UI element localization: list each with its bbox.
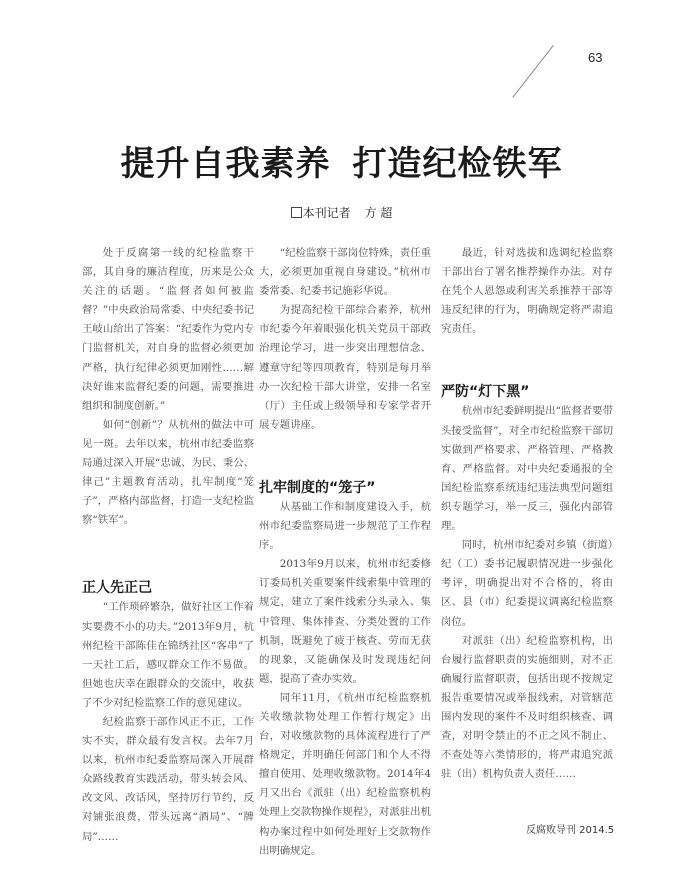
paragraph: 对派驻（出）纪检监察机构，出台履行监督职责的实施细则，对不正确履行监督职责，包括出现不按规定报告重要情况或举报线索，对管辖范围内发现的案件不及时组织核查、调查，对明令禁止的不正之风不制止、不查处等六类情形的，将严肃追究派驻（出）机构负责人责任…… [441, 634, 613, 781]
section-heading: 正人先正己 [82, 580, 152, 597]
byline-role: 本刊记者 [302, 206, 351, 220]
paragraph: 同时，杭州市纪委对乡镇（街道）纪（工）委书记履职情况进一步强化考评，明确提出对不合格的，将由区、县（市）纪委提议调离纪检监察岗位。 [441, 539, 613, 628]
byline-author: 方 超 [364, 206, 393, 220]
article-column-1 [82, 244, 254, 847]
page-number: 63 [588, 50, 603, 65]
article-title [0, 136, 683, 185]
paragraph: 处于反腐第一线的纪检监察干部，其自身的廉洁程度，历来是公众关注的话题。“监督者如何被监督？”中央政治局常委、中央纪委书记王岐山给出了答案：“纪委作为党内专门监督机关，对自身的监督必须更加严格，执行纪律必须更加刚性……解决好谁来监督纪委的问题，需要推进组织和制度创新。” [82, 247, 254, 412]
paragraph: “纪检监察干部岗位特殊，责任重大，必须更加重视自身建设。”杭州市委常委、纪委书记施彩华说。 [259, 247, 431, 298]
paragraph: 最近，针对选拔和选调纪检监察干部出台了署名推荐操作办法。对存在凭个人恩怨或利害关系推荐干部等违反纪律的行为，明确规定将严肃追究责任。 [441, 247, 613, 336]
title-part-2: 打造纪检铁军 [352, 144, 563, 184]
article-column-3 [441, 244, 613, 784]
paragraph: 杭州市纪委鲜明提出“监督者要带头接受监督”，对全市纪检监察干部切实做到严格要求、严格管理、严格教育、严格监督。对中央纪委通报的全国纪检监察系统违纪违法典型问题组织专题学习，举一反三，强化内部管理。 [441, 405, 613, 533]
paragraph: 为提高纪检干部综合素养，杭州市纪委今年着眼强化机关党员干部政治理论学习，进一步突出理想信念、遵章守纪等四项教育，特别是每月举办一次纪检干部大讲堂，安排一名室（厅）主任或上级领导和专家学者开展专题讲座。 [259, 304, 431, 431]
section-heading: 扎牢制度的“笼子” [259, 479, 376, 496]
paragraph: 如何“创新”？从杭州的做法中可见一斑。去年以来，杭州市纪委监察局通过深入开展“忠诚、为民、秉公、律己”主题教育活动，扎牢制度“笼子”，严格内部监督，打造一支纪检监察“铁军”。 [82, 418, 254, 527]
byline [0, 204, 683, 221]
byline-square-icon [291, 207, 302, 218]
paragraph: 2013年9月以来，杭州市纪委修订委局机关重要案件线索集中管理的规定，建立了案件线索分头录入、集中管理、集体排查、分类处置的工作机制，既避免了疲于核查、劳而无获的现象，又能确保及时发现违纪问题，提高了查办实效。 [259, 558, 431, 685]
paragraph: 同年11月，《杭州市纪检监察机关收缴款物处理工作暂行规定》出台，对收缴款物的具体流程进行了严格规定，并明确任何部门和个人不得擅自使用、处理收缴款物。2014年4月又出台《派驻（出）纪检监察机构处理上交款物操作规程》，对派驻出机构办案过程中如何处理好上交款物作出明确规定。 [259, 691, 431, 857]
title-part-1: 提升自我素养 [120, 144, 331, 184]
page-number-divider [512, 45, 553, 98]
publication-footer: 反腐败导刊 2014.5 [526, 825, 615, 836]
paragraph: 从基础工作和制度建设入手，杭州市纪委监察局进一步规范了工作程序。 [259, 500, 431, 552]
article-column-2 [259, 244, 431, 861]
section-heading: 严防“灯下黑” [441, 384, 530, 401]
paragraph: “工作琐碎繁杂，做好社区工作着实要费不小的功夫。”2013年9月，杭州纪检干部陈佳在锦绣社区“客串”了一天社工后，感叹群众工作不易做。但她也庆幸在跟群众的交流中，收获了不少对纪检监察工作的意见建议。 [82, 601, 254, 709]
paragraph: 纪检监察干部作风正不正，工作实不实，群众最有发言权。去年7月以来，杭州市纪委监察局深入开展群众路线教育实践活动，带头转会风、改文风、改话风，坚持厉行节约，反对铺张浪费，带头远离“酒局”、“牌局”…… [82, 715, 254, 843]
